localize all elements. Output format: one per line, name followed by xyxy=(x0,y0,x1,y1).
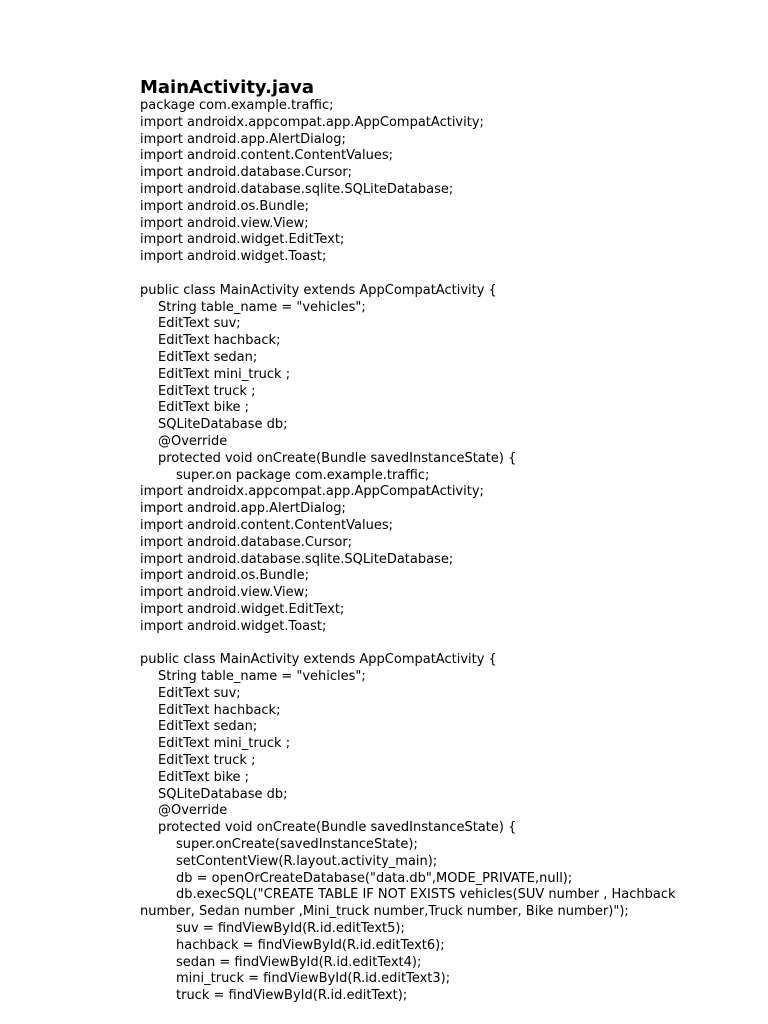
document-title: MainActivity.java xyxy=(140,77,315,98)
code-line: db.execSQL("CREATE TABLE IF NOT EXISTS vehicles(SUV number , Hachback xyxy=(176,887,676,903)
code-line: import android.database.sqlite.SQLiteDatabase; xyxy=(140,181,454,197)
code-line: EditText hachback; xyxy=(158,702,281,718)
code-line: import android.view.View; xyxy=(140,585,309,601)
blank-line xyxy=(140,266,740,283)
code-line: import android.widget.Toast; xyxy=(140,249,327,265)
code-line: import android.os.Bundle; xyxy=(140,568,310,584)
code-line: import android.database.Cursor; xyxy=(140,534,353,550)
code-body xyxy=(140,98,740,1005)
code-line: import android.widget.Toast; xyxy=(140,618,327,634)
code-line: @Override xyxy=(158,803,228,819)
code-line: SQLiteDatabase db; xyxy=(158,417,288,433)
code-line: import android.app.AlertDialog; xyxy=(140,131,346,147)
code-line: EditText bike ; xyxy=(158,769,250,785)
code-line: suv = findViewById(R.id.editText5); xyxy=(176,921,405,937)
code-line: SQLiteDatabase db; xyxy=(158,786,288,802)
document-page xyxy=(140,78,740,1005)
code-line: EditText hachback; xyxy=(158,333,281,349)
code-line: import android.os.Bundle; xyxy=(140,198,310,214)
code-line: import android.widget.EditText; xyxy=(140,232,345,248)
code-line: db = openOrCreateDatabase("data.db",MODE_PRIVATE,null); xyxy=(176,870,573,886)
code-line: import android.content.ContentValues; xyxy=(140,517,393,533)
code-line: String table_name = "vehicles"; xyxy=(158,669,366,685)
code-line: protected void onCreate(Bundle savedInstanceState) { xyxy=(158,820,517,836)
code-line: EditText suv; xyxy=(158,685,241,701)
code-line: import android.database.sqlite.SQLiteDatabase; xyxy=(140,551,454,567)
code-line: import android.database.Cursor; xyxy=(140,165,353,181)
blank-line xyxy=(140,636,740,653)
code-line: truck = findViewById(R.id.editText); xyxy=(176,988,408,1004)
code-line: import android.content.ContentValues; xyxy=(140,148,393,164)
code-line: sedan = findViewById(R.id.editText4); xyxy=(176,954,422,970)
code-line: EditText truck ; xyxy=(158,753,256,769)
code-line: EditText sedan; xyxy=(158,719,258,735)
code-line: import androidx.appcompat.app.AppCompatActivity; xyxy=(140,484,484,500)
code-line: @Override xyxy=(158,433,228,449)
code-line: String table_name = "vehicles"; xyxy=(158,299,366,315)
code-line: public class MainActivity extends AppCompatActivity { xyxy=(140,282,497,298)
code-line: EditText truck ; xyxy=(158,383,256,399)
code-line: EditText mini_truck ; xyxy=(158,736,291,752)
code-line: EditText sedan; xyxy=(158,349,258,365)
code-line: number, Sedan number ,Mini_truck number,Truck number, Bike number)"); xyxy=(140,904,629,920)
code-line: setContentView(R.layout.activity_main); xyxy=(176,853,438,869)
code-line: EditText mini_truck ; xyxy=(158,366,291,382)
code-line: mini_truck = findViewById(R.id.editText3); xyxy=(176,971,451,987)
code-line: hachback = findViewById(R.id.editText6); xyxy=(176,937,445,953)
code-line: import android.widget.EditText; xyxy=(140,601,345,617)
code-line: import android.app.AlertDialog; xyxy=(140,501,346,517)
code-line: super.on package com.example.traffic; xyxy=(176,467,430,483)
code-line: package com.example.traffic; xyxy=(140,98,334,113)
code-line: import android.view.View; xyxy=(140,215,309,231)
code-line: protected void onCreate(Bundle savedInstanceState) { xyxy=(158,450,517,466)
code-line: public class MainActivity extends AppCompatActivity { xyxy=(140,652,497,668)
code-line: import androidx.appcompat.app.AppCompatActivity; xyxy=(140,114,484,130)
code-line: EditText bike ; xyxy=(158,400,250,416)
code-line: super.onCreate(savedInstanceState); xyxy=(176,837,418,853)
code-line: EditText suv; xyxy=(158,316,241,332)
